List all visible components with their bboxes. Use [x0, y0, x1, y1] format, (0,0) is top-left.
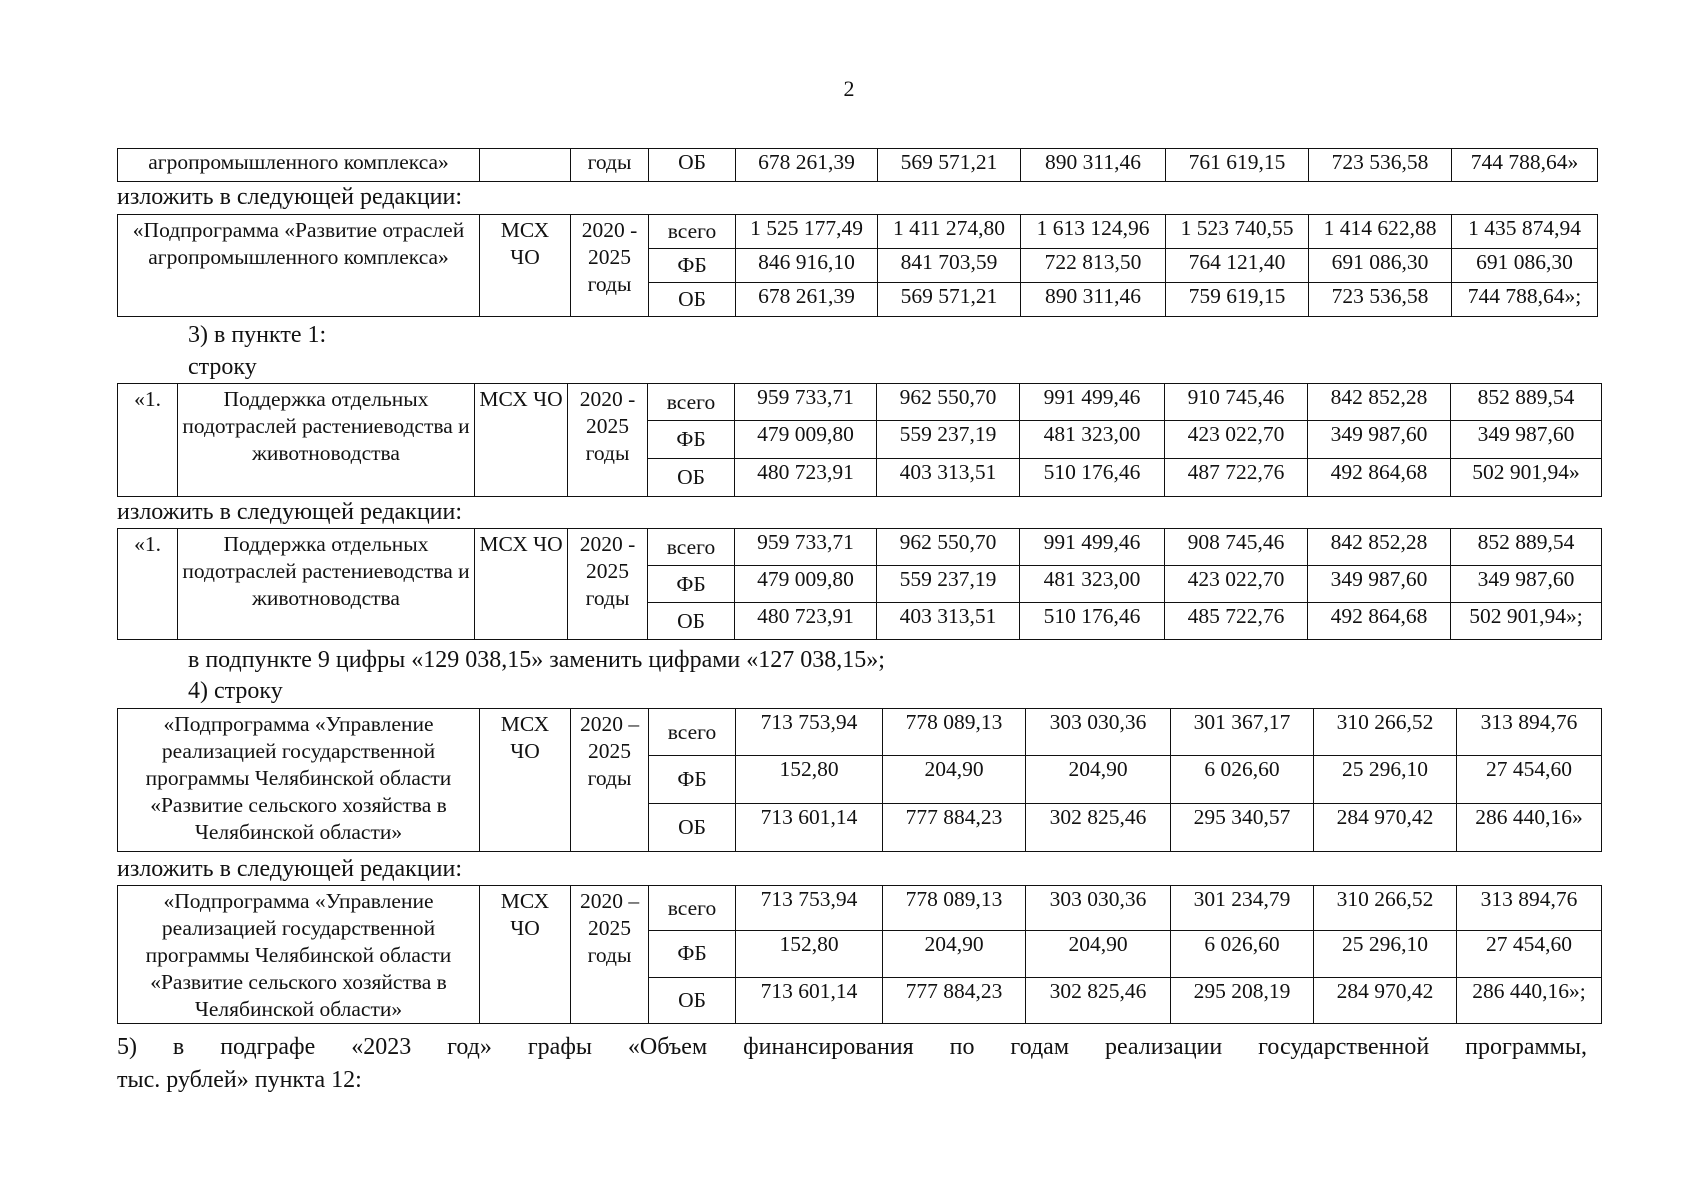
t5-value: 713 753,94	[736, 886, 883, 931]
t1-name: «Подпрограмма «Развитие отраслей агропромышленного комплекса»	[118, 215, 480, 317]
t0-value: 569 571,21	[878, 149, 1021, 182]
t4-value: 302 825,46	[1026, 804, 1171, 852]
paragraph-row: строку	[188, 354, 257, 380]
t0-period: годы	[571, 149, 649, 182]
t2-value: 962 550,70	[877, 384, 1020, 421]
t3-value: 510 176,46	[1020, 603, 1165, 640]
t4-value: 713 753,94	[736, 709, 883, 756]
paragraph-new-edition-1: изложить в следующей редакции:	[117, 184, 463, 210]
page-number: 2	[843, 76, 855, 101]
t2-kind: ФБ	[648, 421, 735, 459]
paragraph-subpoint-9: в подпункте 9 цифры «129 038,15» заменить цифрами «127 038,15»;	[188, 647, 885, 673]
t3-value: 403 313,51	[877, 603, 1020, 640]
t5-value: 313 894,76	[1457, 886, 1602, 931]
t5-value: 301 234,79	[1171, 886, 1314, 931]
t2-value: 481 323,00	[1020, 421, 1165, 459]
t4-value: 301 367,17	[1171, 709, 1314, 756]
t4-value: 303 030,36	[1026, 709, 1171, 756]
t5-kind: всего	[649, 886, 736, 931]
table-support-subsectors-new	[117, 528, 1602, 640]
t4-kind: ФБ	[649, 756, 736, 804]
t3-value: 492 864,68	[1308, 603, 1451, 640]
t1-value: 846 916,10	[736, 249, 878, 283]
t1-value: 722 813,50	[1021, 249, 1166, 283]
t0-value: 761 619,15	[1166, 149, 1309, 182]
t4-value: 152,80	[736, 756, 883, 804]
table-management-subprogram-old	[117, 708, 1602, 852]
t3-value: 479 009,80	[735, 566, 877, 603]
paragraph-point-5-line-1: 5) в подграфе «2023 год» графы «Объем финансирования по годам реализации государственной программы,	[117, 1034, 1587, 1060]
t1-kind: ФБ	[649, 249, 736, 283]
table-fragment-top	[117, 148, 1598, 182]
t1-period: 2020 - 2025 годы	[571, 215, 649, 317]
t2-value: 480 723,91	[735, 459, 877, 497]
t5-value: 284 970,42	[1314, 977, 1457, 1023]
t4-value: 204,90	[1026, 756, 1171, 804]
t3-value: 502 901,94»;	[1451, 603, 1602, 640]
t5-value: 777 884,23	[883, 977, 1026, 1023]
t3-value: 423 022,70	[1165, 566, 1308, 603]
t5-value: 152,80	[736, 931, 883, 977]
t3-value: 481 323,00	[1020, 566, 1165, 603]
t0-kind: ОБ	[649, 149, 736, 182]
t1-value: 764 121,40	[1166, 249, 1309, 283]
t3-value: 842 852,28	[1308, 529, 1451, 566]
t5-value: 25 296,10	[1314, 931, 1457, 977]
t0-value: 890 311,46	[1021, 149, 1166, 182]
t4-value: 777 884,23	[883, 804, 1026, 852]
t4-kind: ОБ	[649, 804, 736, 852]
t5-org: МСХ ЧО	[480, 886, 571, 1024]
t4-period: 2020 – 2025 годы	[571, 709, 649, 852]
t5-value: 6 026,60	[1171, 931, 1314, 977]
t5-value: 310 266,52	[1314, 886, 1457, 931]
t2-value: 403 313,51	[877, 459, 1020, 497]
t3-value: 485 722,76	[1165, 603, 1308, 640]
t1-value: 678 261,39	[736, 283, 878, 317]
t5-name: «Подпрограмма «Управление реализацией государственной программы Челябинской области «Развитие сельского хозяйства в Челябинской области»	[118, 886, 480, 1024]
t4-value: 713 601,14	[736, 804, 883, 852]
t5-value: 204,90	[1026, 931, 1171, 977]
t1-value: 569 571,21	[878, 283, 1021, 317]
t2-kind: ОБ	[648, 459, 735, 497]
t5-value: 713 601,14	[736, 977, 883, 1023]
t4-value: 284 970,42	[1314, 804, 1457, 852]
t3-value: 959 733,71	[735, 529, 877, 566]
t2-period: 2020 - 2025 годы	[568, 384, 648, 497]
t1-value: 1 414 622,88	[1309, 215, 1452, 249]
t4-value: 310 266,52	[1314, 709, 1457, 756]
t5-value: 302 825,46	[1026, 977, 1171, 1023]
t4-org: МСХ ЧО	[480, 709, 571, 852]
t2-kind: всего	[648, 384, 735, 421]
t2-value: 423 022,70	[1165, 421, 1308, 459]
t3-kind: всего	[648, 529, 735, 566]
t1-value: 759 619,15	[1166, 283, 1309, 317]
t0-value: 678 261,39	[736, 149, 878, 182]
t1-value: 691 086,30	[1452, 249, 1598, 283]
t3-value: 480 723,91	[735, 603, 877, 640]
paragraph-row-4: 4) строку	[188, 678, 283, 704]
t2-value: 487 722,76	[1165, 459, 1308, 497]
t1-value: 1 411 274,80	[878, 215, 1021, 249]
t0-org	[480, 149, 571, 182]
t4-value: 286 440,16»	[1457, 804, 1602, 852]
t3-name: Поддержка отдельных подотраслей растениеводства и животноводства	[178, 529, 475, 640]
t2-value: 842 852,28	[1308, 384, 1451, 421]
t3-num: «1.	[118, 529, 178, 640]
t1-org: МСХ ЧО	[480, 215, 571, 317]
t2-value: 991 499,46	[1020, 384, 1165, 421]
t4-value: 778 089,13	[883, 709, 1026, 756]
t2-value: 349 987,60	[1308, 421, 1451, 459]
t4-value: 313 894,76	[1457, 709, 1602, 756]
paragraph-point-1: 3) в пункте 1:	[188, 322, 327, 348]
t3-value: 991 499,46	[1020, 529, 1165, 566]
t4-value: 27 454,60	[1457, 756, 1602, 804]
t5-value: 27 454,60	[1457, 931, 1602, 977]
t1-kind: ОБ	[649, 283, 736, 317]
t2-value: 502 901,94»	[1451, 459, 1602, 497]
t2-value: 559 237,19	[877, 421, 1020, 459]
t4-value: 295 340,57	[1171, 804, 1314, 852]
t3-org: МСХ ЧО	[475, 529, 568, 640]
t0-value: 723 536,58	[1309, 149, 1452, 182]
table-subprogram-agro	[117, 214, 1598, 317]
t0-name: агропромышленного комплекса»	[118, 149, 480, 182]
t2-value: 349 987,60	[1451, 421, 1602, 459]
t3-value: 349 987,60	[1308, 566, 1451, 603]
table-management-subprogram-new	[117, 885, 1602, 1024]
t1-value: 1 613 124,96	[1021, 215, 1166, 249]
t5-period: 2020 – 2025 годы	[571, 886, 649, 1024]
t3-value: 908 745,46	[1165, 529, 1308, 566]
t3-value: 559 237,19	[877, 566, 1020, 603]
t3-value: 349 987,60	[1451, 566, 1602, 603]
t5-value: 778 089,13	[883, 886, 1026, 931]
t2-value: 959 733,71	[735, 384, 877, 421]
t1-value: 691 086,30	[1309, 249, 1452, 283]
t2-org: МСХ ЧО	[475, 384, 568, 497]
t2-value: 492 864,68	[1308, 459, 1451, 497]
t4-kind: всего	[649, 709, 736, 756]
paragraph-point-5-line-2: тыс. рублей» пункта 12:	[117, 1067, 362, 1093]
t2-value: 910 745,46	[1165, 384, 1308, 421]
t4-value: 6 026,60	[1171, 756, 1314, 804]
t5-value: 303 030,36	[1026, 886, 1171, 931]
t2-value: 852 889,54	[1451, 384, 1602, 421]
paragraph-new-edition-3: изложить в следующей редакции:	[117, 856, 463, 882]
t3-value: 962 550,70	[877, 529, 1020, 566]
t5-kind: ОБ	[649, 977, 736, 1023]
t3-kind: ФБ	[648, 566, 735, 603]
t0-value: 744 788,64»	[1452, 149, 1598, 182]
t1-value: 744 788,64»;	[1452, 283, 1598, 317]
t1-value: 890 311,46	[1021, 283, 1166, 317]
t5-value: 295 208,19	[1171, 977, 1314, 1023]
t4-value: 25 296,10	[1314, 756, 1457, 804]
table-support-subsectors-old	[117, 383, 1602, 497]
paragraph-new-edition-2: изложить в следующей редакции:	[117, 499, 463, 525]
t5-value: 286 440,16»;	[1457, 977, 1602, 1023]
t1-kind: всего	[649, 215, 736, 249]
t2-value: 510 176,46	[1020, 459, 1165, 497]
t4-value: 204,90	[883, 756, 1026, 804]
t2-num: «1.	[118, 384, 178, 497]
t1-value: 1 525 177,49	[736, 215, 878, 249]
t5-value: 204,90	[883, 931, 1026, 977]
t2-name: Поддержка отдельных подотраслей растениеводства и животноводства	[178, 384, 475, 497]
t1-value: 723 536,58	[1309, 283, 1452, 317]
t3-value: 852 889,54	[1451, 529, 1602, 566]
t4-name: «Подпрограмма «Управление реализацией государственной программы Челябинской области «Развитие сельского хозяйства в Челябинской области»	[118, 709, 480, 852]
t3-kind: ОБ	[648, 603, 735, 640]
t2-value: 479 009,80	[735, 421, 877, 459]
t1-value: 1 523 740,55	[1166, 215, 1309, 249]
t5-kind: ФБ	[649, 931, 736, 977]
t1-value: 841 703,59	[878, 249, 1021, 283]
t3-period: 2020 - 2025 годы	[568, 529, 648, 640]
t1-value: 1 435 874,94	[1452, 215, 1598, 249]
